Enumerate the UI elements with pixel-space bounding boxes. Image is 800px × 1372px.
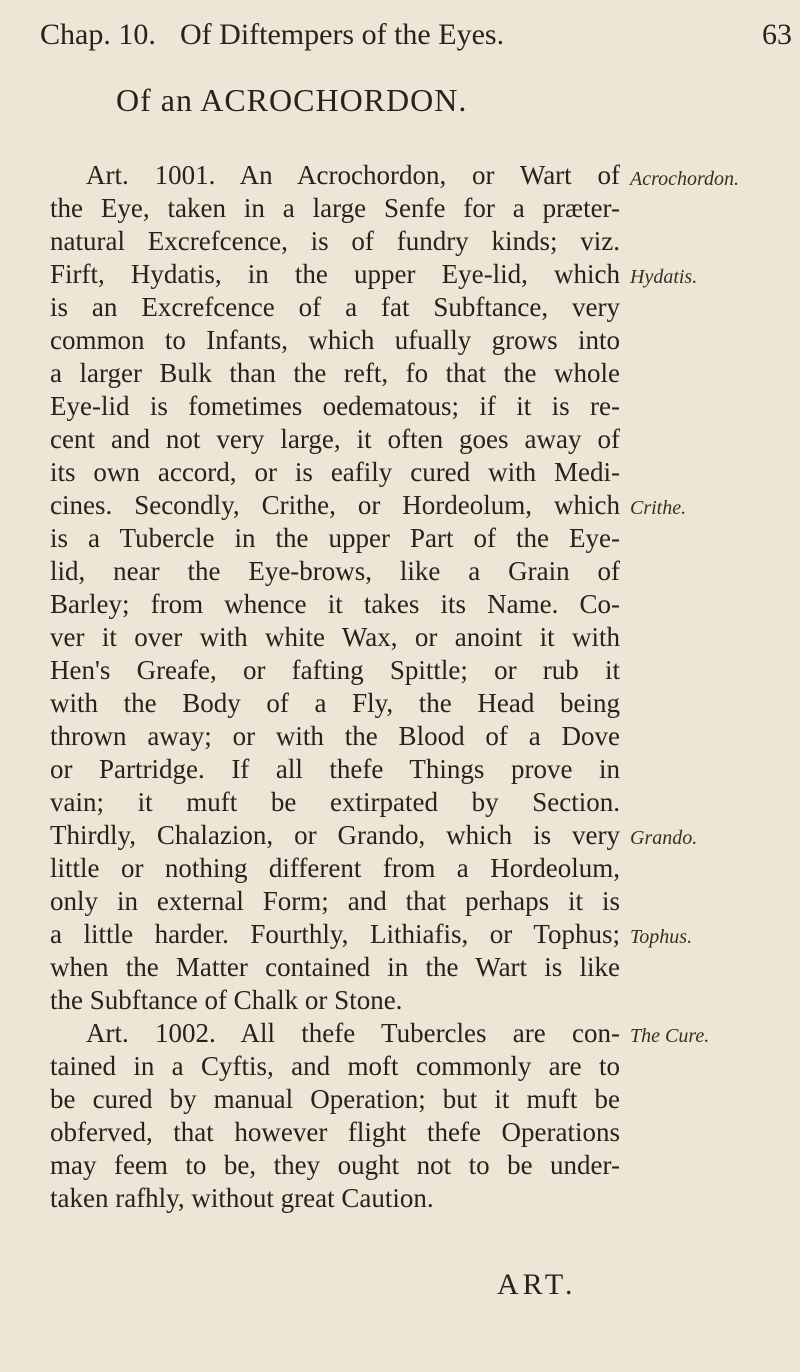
text-line: tained in a Cyftis, and moft commonly are to [50, 1051, 620, 1081]
text-line: cines. Secondly, Crithe, or Hordeolum, which [50, 490, 620, 520]
margin-note-cure: The Cure. [630, 1025, 710, 1047]
text-line: a little harder. Fourthly, Lithiafis, or Tophus; [50, 919, 620, 949]
header-title: Of Diftempers of the Eyes. [180, 18, 505, 51]
text-line: Hen's Greafe, or fafting Spittle; or rub it [50, 655, 620, 685]
text-line: the Subftance of Chalk or Stone. [50, 985, 403, 1015]
text-line: vain; it muft be extirpated by Section. [50, 787, 620, 817]
text-line: Barley; from whence it takes its Name. Co- [50, 589, 620, 619]
text-line: or Partridge. If all thefe Things prove in [50, 754, 620, 784]
text-line: be cured by manual Operation; but it muft be [50, 1084, 620, 1114]
text-line: the Eye, taken in a large Senfe for a præter- [50, 193, 620, 223]
text-line: Art. 1001. An Acrochordon, or Wart of [86, 160, 620, 190]
running-header [40, 18, 792, 58]
text-line: is an Excrefcence of a fat Subftance, very [50, 292, 620, 322]
text-line: with the Body of a Fly, the Head being [50, 688, 620, 718]
text-line: little or nothing different from a Hordeolum, [50, 853, 620, 883]
text-line: ver it over with white Wax, or anoint it with [50, 622, 620, 652]
catchword: ART. [497, 1268, 577, 1301]
text-line: only in external Form; and that perhaps it is [50, 886, 620, 916]
text-line: obferved, that however flight thefe Operations [50, 1117, 620, 1147]
margin-note-acrochordon: Acrochordon. [630, 168, 740, 190]
text-line: natural Excrefcence, is of fundry kinds; viz. [50, 226, 620, 256]
text-line: is a Tubercle in the upper Part of the Eye- [50, 523, 620, 553]
text-line: cent and not very large, it often goes away of [50, 424, 620, 454]
text-line: Firft, Hydatis, in the upper Eye-lid, which [50, 259, 620, 289]
margin-note-crithe: Crithe. [630, 497, 687, 519]
text-line: a larger Bulk than the reft, fo that the whole [50, 358, 620, 388]
chapter-label: Chap. 10. [40, 18, 156, 51]
margin-note-hydatis: Hydatis. [630, 266, 698, 288]
text-line: Art. 1002. All thefe Tubercles are con- [86, 1018, 620, 1048]
text-line: when the Matter contained in the Wart is like [50, 952, 620, 982]
text-line: common to Infants, which ufually grows into [50, 325, 620, 355]
text-line: Eye-lid is fometimes oedematous; if it is re- [50, 391, 620, 421]
margin-note-tophus: Tophus. [630, 926, 693, 948]
section-title: Of an ACROCHORDON. [116, 82, 468, 118]
text-line: Thirdly, Chalazion, or Grando, which is very [50, 820, 620, 850]
text-line: thrown away; or with the Blood of a Dove [50, 721, 620, 751]
text-line: taken rafhly, without great Caution. [50, 1183, 434, 1213]
margin-note-grando: Grando. [630, 827, 698, 849]
text-line: may feem to be, they ought not to be under- [50, 1150, 620, 1180]
page-number: 63 [762, 18, 792, 51]
text-line: its own accord, or is eafily cured with Medi- [50, 457, 620, 487]
text-line: lid, near the Eye-brows, like a Grain of [50, 556, 620, 586]
